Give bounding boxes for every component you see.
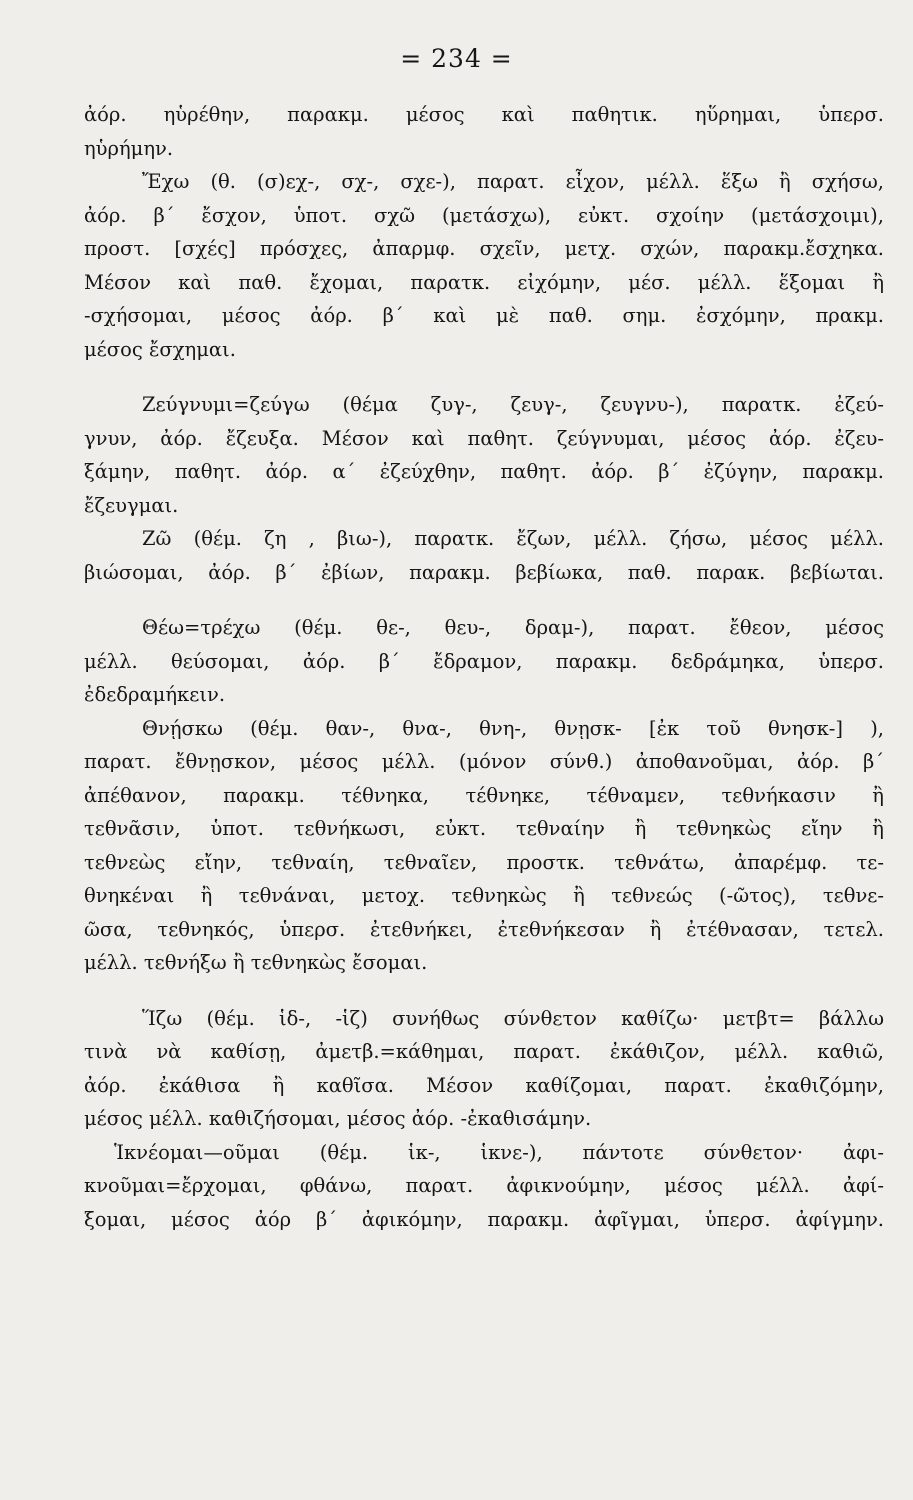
text-line: Ζῶ (θέμ. ζη , βιω-), παρατκ. ἔζων, μέλλ. ζήσω, μέσος μέλλ. (142, 527, 884, 550)
text-line: μέσος μέλλ. καθιζήσομαι, μέσος ἀόρ. -ἐκαθισάμην. (84, 1107, 592, 1130)
paragraph (84, 165, 884, 366)
paragraph (84, 611, 884, 712)
text-line: ἀόρ. β΄ ἔσχον, ὑποτ. σχῶ (μετάσχω), εὐκτ. σχοίην (μετάσχοιμι), (84, 203, 884, 227)
paragraph (84, 712, 884, 980)
paragraph (84, 522, 884, 589)
text-line: ξομαι, μέσος ἀόρ β΄ ἀφικόμην, παρακμ. ἀφῖγμαι, ὑπερσ. ἀφίγμην. (84, 1207, 884, 1231)
text-line: τεθνεὼς εἴην, τεθναίη, τεθναῖεν, προστκ. τεθνάτω, ἀπαρέμφ. τε- (84, 850, 884, 874)
text-line: Θνῄσκω (θέμ. θαν-, θνα-, θνη-, θνῃσκ- [ἐκ τοῦ θνησκ-] ), (142, 716, 884, 740)
text-line: Ἵζω (θέμ. ἱδ-, -ἱζ) συνήθως σύνθετον καθίζω· μετβτ= βάλλω (142, 1006, 884, 1030)
text-line: μέσος ἔσχημαι. (84, 337, 236, 361)
text-line: ἀόρ. ἐκάθισα ἢ καθῖσα. Μέσον καθίζομαι, παρατ. ἐκαθιζόμην, (84, 1073, 884, 1097)
text-line: θνηκέναι ἢ τεθνάναι, μετοχ. τεθνηκὼς ἢ τεθνεώς (-ῶτος), τεθνε- (84, 884, 884, 907)
paragraph (84, 98, 884, 165)
text-line: παρατ. ἔθνῃσκον, μέσος μέλλ. (μόνον σύνθ.) ἀποθανοῦμαι, ἀόρ. β΄ (84, 750, 884, 773)
page-number: = 234 = (400, 44, 513, 73)
paragraph (84, 1002, 884, 1136)
text-line: ἔζευγμαι. (84, 493, 179, 517)
text-line: ηὑρήμην. (84, 136, 174, 160)
paragraph (84, 1136, 884, 1237)
text-line: Μέσον καὶ παθ. ἔχομαι, παρατκ. εἰχόμην, μέσ. μέλλ. ἕξομαι ἢ (84, 270, 884, 294)
text-line: τεθνᾶσιν, ὑποτ. τεθνήκωσι, εὐκτ. τεθναίην ἢ τεθνηκὼς εἴην ἢ (84, 817, 884, 840)
text-line: βιώσομαι, ἀόρ. β΄ ἐβίων, παρακμ. βεβίωκα, παθ. παρακ. βεβίωται. (84, 560, 884, 584)
page-body (84, 98, 884, 1236)
text-line: Ἔχω (θ. (σ)εχ-, σχ-, σχε-), παρατ. εἶχον, μέλλ. ἕξω ἢ σχήσω, (142, 170, 884, 193)
text-line: μέλλ. τεθνήξω ἢ τεθνηκὼς ἔσομαι. (84, 951, 428, 974)
text-line: γνυν, ἀόρ. ἔζευξα. Μέσον καὶ παθητ. ζεύγνυμαι, μέσος ἀόρ. ἐζευ- (84, 426, 884, 450)
text-line: Ἱκνέομαι—οῦμαι (θέμ. ἱκ-, ἱκνε-), πάντοτε σύνθετον· ἀφι- (114, 1140, 884, 1164)
text-line: ἀπέθανον, παρακμ. τέθνηκα, τέθνηκε, τέθναμεν, τεθνήκασιν ἢ (84, 783, 884, 807)
paragraph (84, 388, 884, 522)
text-line: Ζεύγνυμι=ζεύγω (θέμα ζυγ-, ζευγ-, ζευγνυ-), παρατκ. ἐζεύ- (142, 393, 884, 416)
text-line: ἐδεδραμήκειν. (84, 683, 226, 706)
text-line: μέλλ. θεύσομαι, ἀόρ. β΄ ἔδραμον, παρακμ. δεδράμηκα, ὑπερσ. (84, 649, 884, 673)
text-line: -σχήσομαι, μέσος ἀόρ. β΄ καὶ μὲ παθ. σημ. ἐσχόμην, πρακμ. (84, 304, 884, 327)
text-line: προστ. [σχές] πρόσχες, ἀπαρμφ. σχεῖν, μετχ. σχών, παρακμ.ἔσχηκα. (84, 237, 884, 260)
text-line: ξάμην, παθητ. ἀόρ. α΄ ἐζεύχθην, παθητ. ἀόρ. β΄ ἐζύγην, παρακμ. (84, 460, 884, 483)
text-line: ῶσα, τεθνηκός, ὑπερσ. ἐτεθνήκει, ἐτεθνήκεσαν ἢ ἐτέθνασαν, τετελ. (84, 917, 884, 941)
text-line: κνοῦμαι=ἔρχομαι, φθάνω, παρατ. ἀφικνούμην, μέσος μέλλ. ἀφί- (84, 1174, 884, 1197)
text-line: Θέω=τρέχω (θέμ. θε-, θευ-, δραμ-), παρατ. ἔθεον, μέσος (142, 616, 884, 639)
text-line: τινὰ νὰ καθίσῃ, ἀμετβ.=κάθημαι, παρατ. ἐκάθιζον, μέλλ. καθιῶ, (84, 1040, 884, 1063)
text-line: ἀόρ. ηὑρέθην, παρακμ. μέσος καὶ παθητικ. ηὕρημαι, ὑπερσ. (84, 103, 884, 126)
